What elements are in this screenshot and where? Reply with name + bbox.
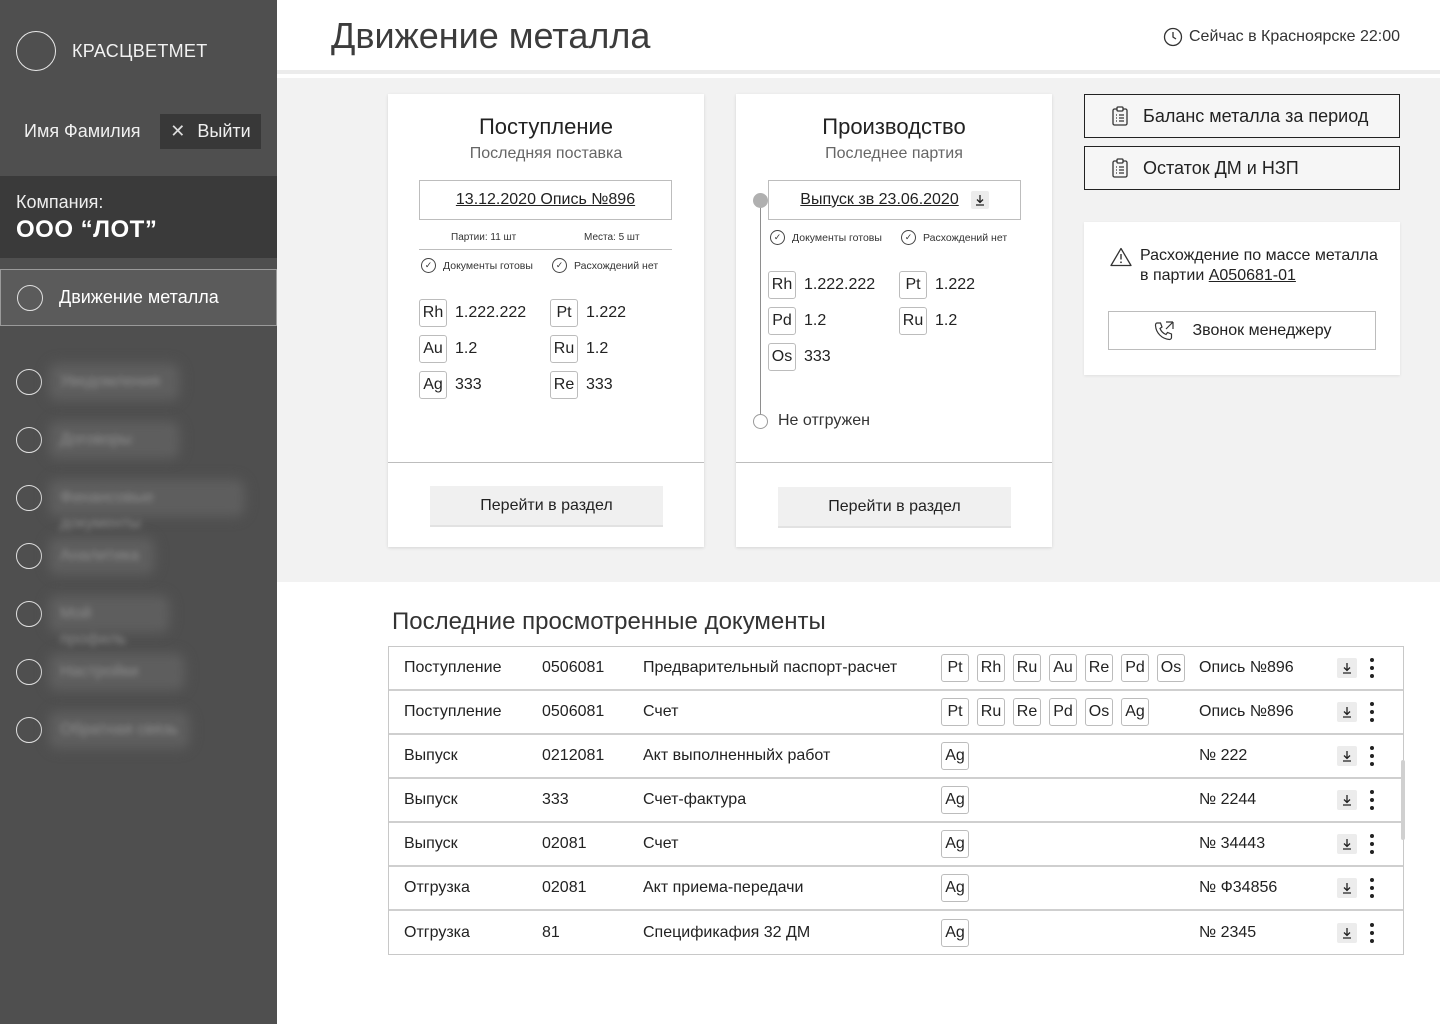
metal-value: 333	[804, 348, 831, 365]
table-row[interactable]	[389, 911, 1403, 955]
metal-tag: Os	[1157, 654, 1185, 682]
alert-text	[1140, 246, 1390, 286]
nav-circle-icon	[16, 543, 42, 569]
table-row[interactable]	[389, 867, 1403, 911]
sidebar-item-metal-movement[interactable]	[0, 269, 277, 326]
metal-value: 1.222.222	[804, 276, 876, 293]
more-vertical-icon[interactable]	[1363, 741, 1381, 771]
table-scrollbar[interactable]	[1401, 760, 1405, 840]
table-row[interactable]	[389, 823, 1403, 867]
metal-row	[550, 371, 613, 399]
metal-tags	[941, 742, 969, 770]
company-name: ООО “ЛОТ”	[16, 216, 158, 243]
nav-circle-icon	[16, 369, 42, 395]
intake-doc-link[interactable]: 13.12.2020 Опись №896	[419, 180, 672, 220]
metal-tag: Pt	[550, 299, 578, 327]
doc-reference: Опись №896	[1199, 659, 1294, 676]
call-manager-label: Звонок менеджеру	[1192, 321, 1332, 339]
doc-name: Счет	[643, 835, 679, 852]
warning-icon	[1110, 247, 1132, 267]
clipboard-icon	[1111, 106, 1129, 126]
check-circle-icon: ✓	[901, 230, 916, 245]
sidebar-item-label: Аналитика	[54, 543, 149, 569]
more-vertical-icon[interactable]	[1363, 785, 1381, 815]
nav-circle-icon	[16, 659, 42, 685]
timeline-dot	[753, 414, 768, 429]
metal-tag: Os	[1085, 698, 1113, 726]
nav-circle-icon	[16, 485, 42, 511]
download-icon[interactable]	[1337, 746, 1357, 766]
logo-text: КРАСЦВЕТМЕТ	[72, 40, 208, 61]
docs-ready-status	[770, 230, 882, 245]
doc-type: Выпуск	[404, 747, 458, 764]
doc-reference: Опись №896	[1199, 703, 1294, 720]
metal-tag: Pt	[941, 698, 969, 726]
metal-tags	[941, 786, 969, 814]
metal-tag: Ag	[941, 830, 969, 858]
production-card	[736, 94, 1052, 547]
doc-reference: № 34443	[1199, 835, 1266, 852]
metal-row	[419, 371, 482, 399]
doc-number: 0506081	[542, 703, 605, 720]
doc-name: Спецификафия 32 ДМ	[643, 923, 811, 941]
metal-tag: Pd	[768, 307, 796, 335]
sidebar-item-label: Движение металла	[59, 287, 219, 307]
batch-link[interactable]: А050681-01	[1208, 267, 1296, 284]
metal-row	[899, 307, 957, 335]
metal-row	[768, 271, 875, 299]
metal-tags	[941, 698, 1149, 726]
metal-tag: Pt	[941, 654, 969, 682]
nav-circle-icon	[16, 427, 42, 453]
doc-reference: № 222	[1199, 747, 1248, 764]
places-count: Места: 5 шт	[584, 232, 640, 243]
local-time-text: Сейчас в Красноярске 22:00	[1189, 28, 1400, 45]
metal-tag: Au	[419, 335, 447, 363]
sidebar-item[interactable]	[16, 485, 239, 532]
metal-tag: Re	[550, 371, 578, 399]
clipboard-icon	[1111, 158, 1129, 178]
production-doc-label: Выпуск зв 23.06.2020	[800, 191, 959, 208]
doc-reference: № Ф34856	[1199, 879, 1278, 896]
metal-tag: Os	[768, 343, 796, 371]
check-circle-icon: ✓	[552, 258, 567, 273]
sidebar-item-label: Мой профиль	[54, 601, 164, 627]
download-icon[interactable]	[971, 191, 989, 209]
doc-number: 333	[542, 791, 569, 808]
card-subtitle: Последняя поставка	[469, 145, 623, 162]
sidebar-item[interactable]	[16, 369, 174, 395]
download-icon[interactable]	[1337, 834, 1357, 854]
logout-button[interactable]	[160, 114, 261, 149]
metal-value: 1.222	[935, 276, 976, 293]
doc-reference: № 2244	[1199, 791, 1257, 808]
user-name: Имя Фамилия	[24, 121, 141, 141]
intake-card	[388, 94, 704, 547]
download-icon[interactable]	[1337, 702, 1357, 722]
check-circle-icon: ✓	[770, 230, 785, 245]
metal-row	[419, 335, 477, 363]
doc-name: Акт приема-передачи	[643, 879, 804, 896]
metal-tag: Re	[1013, 698, 1041, 726]
doc-number: 81	[542, 923, 560, 941]
sidebar-item-label: Финансовые документы	[54, 485, 239, 511]
doc-name: Предварительный паспорт-расчет	[643, 659, 898, 676]
intake-goto-button[interactable]: Перейти в раздел	[430, 486, 663, 527]
metal-tag: Re	[1085, 654, 1113, 682]
metal-row	[550, 299, 626, 327]
more-vertical-icon[interactable]	[1363, 697, 1381, 727]
download-icon[interactable]	[1337, 790, 1357, 810]
doc-type: Поступление	[404, 659, 502, 676]
doc-type: Выпуск	[404, 791, 458, 808]
more-vertical-icon[interactable]	[1363, 653, 1381, 683]
doc-number: 02081	[542, 879, 587, 896]
more-vertical-icon[interactable]	[1363, 918, 1381, 948]
sidebar-item-label: Договоры	[54, 427, 174, 453]
doc-number: 0212081	[542, 747, 605, 764]
metal-tags	[941, 874, 969, 902]
metal-value: 333	[455, 376, 482, 393]
sidebar-item-label: Настройки	[54, 659, 179, 685]
nav-circle-icon	[16, 601, 42, 627]
local-time	[1163, 27, 1400, 47]
doc-name: Акт выполненныйх работ	[643, 747, 831, 764]
no-discrepancy-status	[901, 230, 1007, 245]
phone-call-icon	[1153, 320, 1175, 342]
metal-value: 1.222.222	[455, 304, 527, 321]
metal-tag: Pt	[899, 271, 927, 299]
company-block	[0, 176, 277, 258]
metal-value: 1.222	[586, 304, 627, 321]
metal-tag: Au	[1049, 654, 1077, 682]
table-row[interactable]	[389, 647, 1403, 691]
user-row	[24, 114, 261, 149]
docs-ready-status	[421, 258, 533, 273]
timeline-dot	[753, 193, 768, 208]
doc-name: Счет	[643, 703, 679, 720]
card-title: Поступление	[478, 114, 614, 139]
metal-tags	[941, 654, 1185, 682]
divider	[388, 462, 704, 463]
metal-tag: Ru	[1013, 654, 1041, 682]
metal-tags	[941, 919, 969, 947]
doc-type: Отгрузка	[404, 879, 470, 896]
divider	[419, 249, 672, 250]
logout-label: Выйти	[197, 121, 251, 141]
doc-reference: № 2345	[1199, 923, 1257, 941]
metal-tag: Rh	[977, 654, 1005, 682]
metal-tag: Ag	[1121, 698, 1149, 726]
no-discrepancy-status	[552, 258, 658, 273]
download-icon[interactable]	[1337, 658, 1357, 678]
metal-tag: Ag	[941, 874, 969, 902]
sidebar-item-label: Обратная связь	[54, 717, 184, 743]
no-discrepancy-label: Расхождений нет	[574, 259, 659, 272]
metal-tag: Ru	[550, 335, 578, 363]
metal-balance-label: Баланс металла за период	[1143, 105, 1369, 126]
logo[interactable]	[16, 31, 208, 71]
no-discrepancy-label: Расхождений нет	[923, 231, 1008, 244]
discrepancy-alert	[1084, 222, 1400, 375]
metal-value: 1.2	[455, 340, 478, 357]
metal-row	[899, 271, 975, 299]
download-icon[interactable]	[1337, 923, 1357, 943]
download-icon[interactable]	[1337, 878, 1357, 898]
metal-row	[550, 335, 608, 363]
batches-count: Партии: 11 шт	[451, 232, 517, 243]
metal-row	[768, 343, 831, 371]
production-goto-button[interactable]: Перейти в раздел	[778, 487, 1011, 528]
more-vertical-icon[interactable]	[1363, 829, 1381, 859]
metal-tag: Ru	[977, 698, 1005, 726]
call-manager-button[interactable]	[1108, 311, 1376, 350]
metal-value: 333	[586, 376, 613, 393]
table-row[interactable]	[389, 779, 1403, 823]
metal-value: 1.2	[935, 312, 958, 329]
metal-tag: Ag	[941, 742, 969, 770]
docs-ready-label: Документы готовы	[443, 259, 533, 272]
doc-number: 02081	[542, 835, 587, 852]
doc-type: Поступление	[404, 703, 502, 720]
company-label: Компания:	[16, 192, 104, 212]
recent-documents-title: Последние просмотренные документы	[392, 608, 826, 635]
metal-tag: Ag	[941, 786, 969, 814]
timeline-line	[760, 200, 761, 422]
page-title: Движение металла	[331, 15, 651, 56]
doc-type: Отгрузка	[404, 923, 470, 941]
metal-tag: Ag	[419, 371, 447, 399]
sidebar-item[interactable]	[16, 717, 184, 743]
metal-tags	[941, 830, 969, 858]
metal-row	[768, 307, 826, 335]
shipment-status: Не отгружен	[778, 412, 870, 429]
more-vertical-icon[interactable]	[1363, 873, 1381, 903]
metal-tag: Rh	[768, 271, 796, 299]
alert-message: Расхождение по массе металла в партии	[1140, 247, 1378, 284]
metal-tag: Ru	[899, 307, 927, 335]
close-icon: ✕	[170, 121, 186, 141]
check-circle-icon: ✓	[421, 258, 436, 273]
sidebar-item[interactable]	[16, 659, 179, 685]
table-row[interactable]	[389, 691, 1403, 735]
nav-circle-icon	[16, 717, 42, 743]
sidebar-item[interactable]	[16, 427, 174, 453]
doc-type: Выпуск	[404, 835, 458, 852]
logo-icon	[16, 31, 56, 71]
sidebar-item[interactable]	[16, 601, 164, 648]
sidebar-item-label: Уведомления	[54, 369, 174, 395]
metal-tag: Ag	[941, 919, 969, 947]
metal-tag: Rh	[419, 299, 447, 327]
metal-tag: Pd	[1121, 654, 1149, 682]
sidebar-item[interactable]	[16, 543, 149, 569]
card-title: Производство	[822, 114, 966, 139]
recent-documents-table	[388, 646, 1404, 955]
clock-icon	[1163, 27, 1183, 47]
divider	[736, 462, 1052, 463]
metal-row	[419, 299, 526, 327]
remainder-button[interactable]	[1084, 146, 1400, 190]
metal-balance-button[interactable]	[1084, 94, 1400, 138]
nav-circle-icon	[17, 285, 43, 311]
doc-number: 0506081	[542, 659, 605, 676]
table-row[interactable]	[389, 735, 1403, 779]
header	[277, 0, 1440, 74]
metal-tag: Pd	[1049, 698, 1077, 726]
metal-value: 1.2	[804, 312, 827, 329]
production-doc-link[interactable]	[768, 180, 1021, 220]
sidebar	[0, 0, 277, 1024]
card-subtitle: Последнее партия	[825, 145, 963, 162]
doc-name: Счет-фактура	[643, 791, 747, 808]
remainder-label: Остаток ДМ и НЗП	[1143, 157, 1299, 178]
metal-value: 1.2	[586, 340, 609, 357]
docs-ready-label: Документы готовы	[792, 231, 882, 244]
